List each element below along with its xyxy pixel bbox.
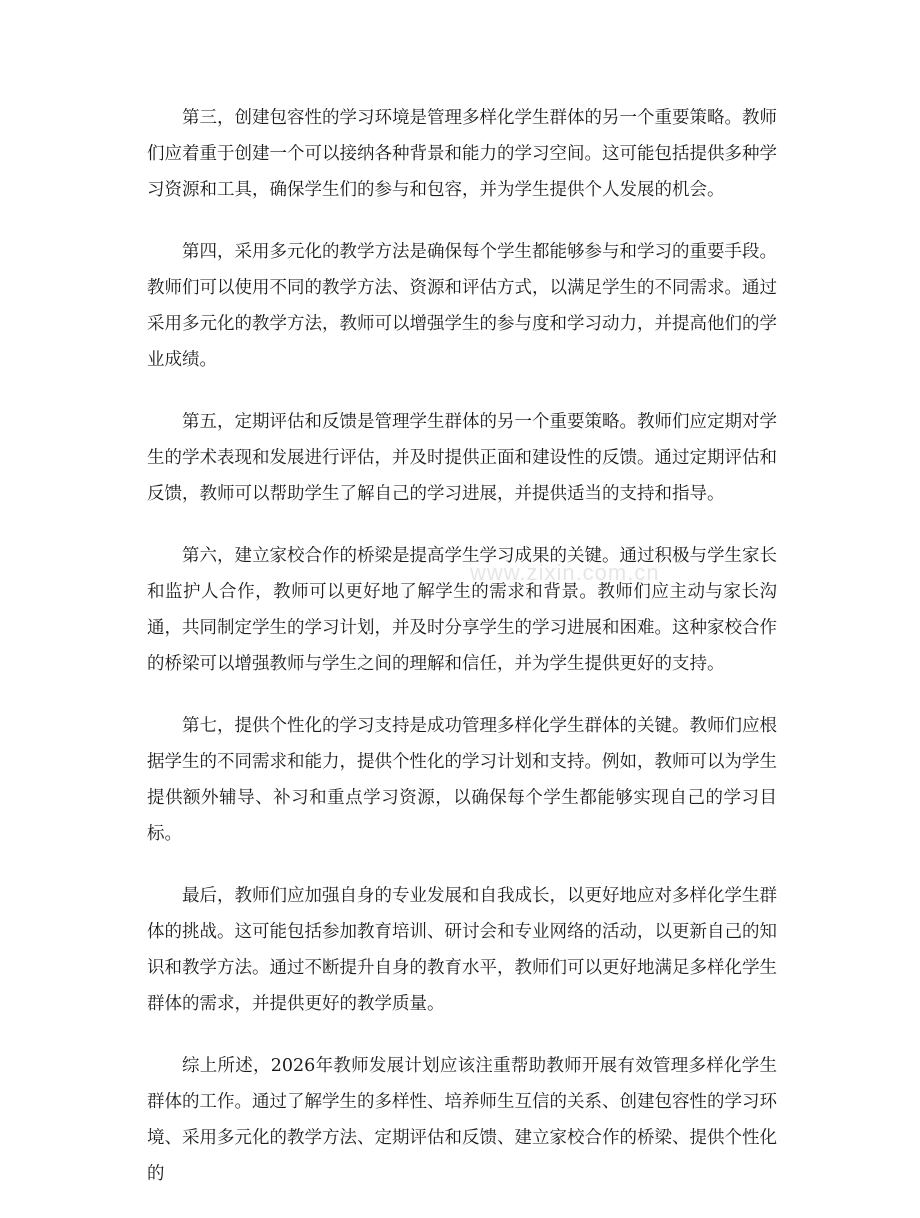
paragraph-third: 第三，创建包容性的学习环境是管理多样化学生群体的另一个重要策略。教师们应着重于创建一个可以接纳各种背景和能力的学习空间。这可能包括提供多种学习资源和工具，确保学生们的参与和包容，并为学生提供个人发展的机会。: [147, 108, 777, 200]
document-body: [147, 100, 777, 1218]
paragraph-sixth: 第六，建立家校合作的桥梁是提高学生学习成果的关键。通过积极与学生家长和监护人合作，教师可以更好地了解学生的需求和背景。教师们应主动与家长沟通，共同制定学生的学习计划，并及时分享学生的学习进展和困难。这种家校合作的桥梁可以增强教师与学生之间的理解和信任，并为学生提供更好的支持。: [147, 546, 777, 674]
paragraph-seventh: 第七，提供个性化的学习支持是成功管理多样化学生群体的关键。教师们应根据学生的不同需求和能力，提供个性化的学习计划和支持。例如，教师可以为学生提供额外辅导、补习和重点学习资源，以确保每个学生都能够实现自己的学习目标。: [147, 716, 777, 844]
paragraph-fifth: 第五，定期评估和反馈是管理学生群体的另一个重要策略。教师们应定期对学生的学术表现和发展进行评估，并及时提供正面和建设性的反馈。通过定期评估和反馈，教师可以帮助学生了解自己的学习进展，并提供适当的支持和指导。: [147, 412, 777, 504]
paragraph-finally: 最后，教师们应加强自身的专业发展和自我成长，以更好地应对多样化学生群体的挑战。这可能包括参加教育培训、研讨会和专业网络的活动，以更新自己的知识和教学方法。通过不断提升自身的教育水平，教师们可以更好地满足多样化学生群体的需求，并提供更好的教学质量。: [147, 886, 777, 1014]
paragraph-fourth: 第四，采用多元化的教学方法是确保每个学生都能够参与和学习的重要手段。教师们可以使用不同的教学方法、资源和评估方式，以满足学生的不同需求。通过采用多元化的教学方法，教师可以增强学生的参与度和学习动力，并提高他们的学业成绩。: [147, 242, 777, 370]
watermark-text: www.zixin.com.cn: [470, 560, 660, 585]
paragraph-summary: 综上所述，2026年教师发展计划应该注重帮助教师开展有效管理多样化学生群体的工作。通过了解学生的多样性、培养师生互信的关系、创建包容性的学习环境、采用多元化的教学方法、定期评估和反馈、建立家校合作的桥梁、提供个性化的: [147, 1056, 777, 1184]
